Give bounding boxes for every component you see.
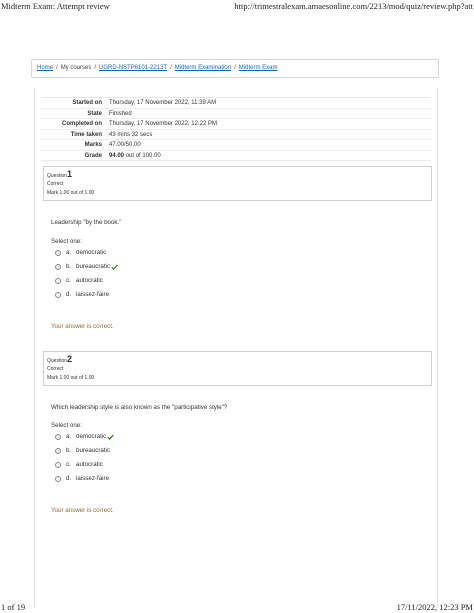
option-letter: a. xyxy=(66,433,72,440)
state-value: Finished xyxy=(109,110,132,117)
question-word: Question xyxy=(47,173,68,179)
answer-option-selected[interactable] xyxy=(55,432,114,441)
page-number: 1 of 19 xyxy=(1,602,26,612)
breadcrumb-my-courses[interactable]: My courses xyxy=(60,65,92,71)
completed-on-value: Thursday, 17 November 2022, 12:22 PM xyxy=(109,121,217,127)
summary-row-completed xyxy=(41,119,431,130)
option-text: autocratic xyxy=(76,461,103,468)
marks-label: Marks xyxy=(84,142,102,148)
time-taken-value: 43 mins 32 secs xyxy=(109,131,153,138)
question-state: Correct xyxy=(47,181,64,187)
check-icon xyxy=(111,264,118,270)
grade-suffix: out of 100.00 xyxy=(125,152,161,159)
breadcrumb-home[interactable]: Home xyxy=(37,65,54,71)
print-header xyxy=(0,0,474,14)
breadcrumb-separator: / xyxy=(170,65,172,71)
option-text: autocratic xyxy=(76,277,103,284)
option-text: democratic xyxy=(76,249,107,256)
option-letter: d. xyxy=(66,291,72,298)
radio-icon[interactable] xyxy=(55,292,61,298)
question-number-value: 1 xyxy=(67,169,73,179)
state-label: State xyxy=(87,110,102,117)
page-url: http://trimestralexam.amaesonline.com/2213/mod/quiz/review.php?att xyxy=(234,1,473,11)
attempt-summary-table xyxy=(41,97,431,161)
answer-option-selected[interactable] xyxy=(55,262,118,271)
option-letter: b. xyxy=(66,263,72,270)
question-state: Correct xyxy=(47,366,64,372)
answer-option[interactable] xyxy=(55,248,106,257)
option-text: laissez-faire xyxy=(76,291,110,298)
radio-icon[interactable] xyxy=(55,434,61,440)
option-text: democratic xyxy=(76,433,107,440)
summary-row-started xyxy=(41,98,431,109)
completed-on-label: Completed on xyxy=(62,121,102,127)
question-info-box xyxy=(43,351,432,386)
grade-number: 94.00 xyxy=(109,152,125,159)
question-grade: Mark 1.00 out of 1.00 xyxy=(47,190,95,196)
print-timestamp: 17/11/2022, 12:23 PM xyxy=(396,602,473,612)
answer-option[interactable] xyxy=(55,276,103,285)
breadcrumb-section[interactable]: Midterm Examination xyxy=(174,65,232,71)
question-number-value: 2 xyxy=(67,354,73,364)
option-letter: a. xyxy=(66,249,72,256)
question-text: Leadership "by the book." xyxy=(51,219,122,226)
summary-row-grade xyxy=(41,151,431,162)
print-footer xyxy=(0,601,474,613)
option-text: laissez-faire xyxy=(76,475,110,482)
breadcrumb xyxy=(31,59,439,78)
option-letter: d. xyxy=(66,475,72,482)
summary-row-marks xyxy=(41,140,431,151)
grade-value xyxy=(104,151,161,161)
answer-option[interactable] xyxy=(55,474,109,483)
answer-option[interactable] xyxy=(55,446,110,455)
time-taken-label: Time taken xyxy=(70,131,102,138)
started-on-label: Started on xyxy=(72,100,102,106)
question-word: Question xyxy=(47,358,68,364)
grade-label: Grade xyxy=(84,152,102,159)
option-letter: b. xyxy=(66,447,72,454)
radio-icon[interactable] xyxy=(55,264,61,270)
radio-icon[interactable] xyxy=(55,476,61,482)
radio-icon[interactable] xyxy=(55,448,61,454)
breadcrumb-quiz[interactable]: Midterm Exam xyxy=(238,65,278,71)
radio-icon[interactable] xyxy=(55,278,61,284)
answer-option[interactable] xyxy=(55,460,103,469)
option-letter: c. xyxy=(66,277,71,284)
radio-icon[interactable] xyxy=(55,462,61,468)
question-number xyxy=(47,355,431,365)
option-text: bureaucratic xyxy=(76,263,111,270)
summary-row-state xyxy=(41,109,431,120)
question-grade: Mark 1.00 out of 1.00 xyxy=(47,375,95,381)
option-text: bureaucratic xyxy=(76,447,111,454)
question-text: Which leadership style is also known as the "participative style"? xyxy=(51,404,228,411)
breadcrumb-course[interactable]: UGRD-NSTP6101-2213T xyxy=(99,65,168,71)
select-one-label: Select one: xyxy=(51,422,82,429)
check-icon xyxy=(107,434,114,440)
select-one-label: Select one: xyxy=(51,238,82,245)
question-info-box xyxy=(43,166,432,201)
breadcrumb-separator: / xyxy=(94,65,97,71)
breadcrumb-separator: / xyxy=(234,65,236,71)
answer-feedback: Your answer is correct. xyxy=(51,323,114,330)
page-title: Midterm Exam: Attempt review xyxy=(1,1,110,11)
radio-icon[interactable] xyxy=(55,250,61,256)
answer-option[interactable] xyxy=(55,290,109,299)
question-number xyxy=(47,170,431,180)
answer-feedback: Your answer is correct. xyxy=(51,507,114,514)
option-letter: c. xyxy=(66,461,71,468)
started-on-value: Thursday, 17 November 2022, 11:39 AM xyxy=(109,100,217,106)
marks-value: 47.00/50.00 xyxy=(109,142,141,148)
summary-row-time xyxy=(41,130,431,141)
breadcrumb-separator: / xyxy=(56,65,58,71)
